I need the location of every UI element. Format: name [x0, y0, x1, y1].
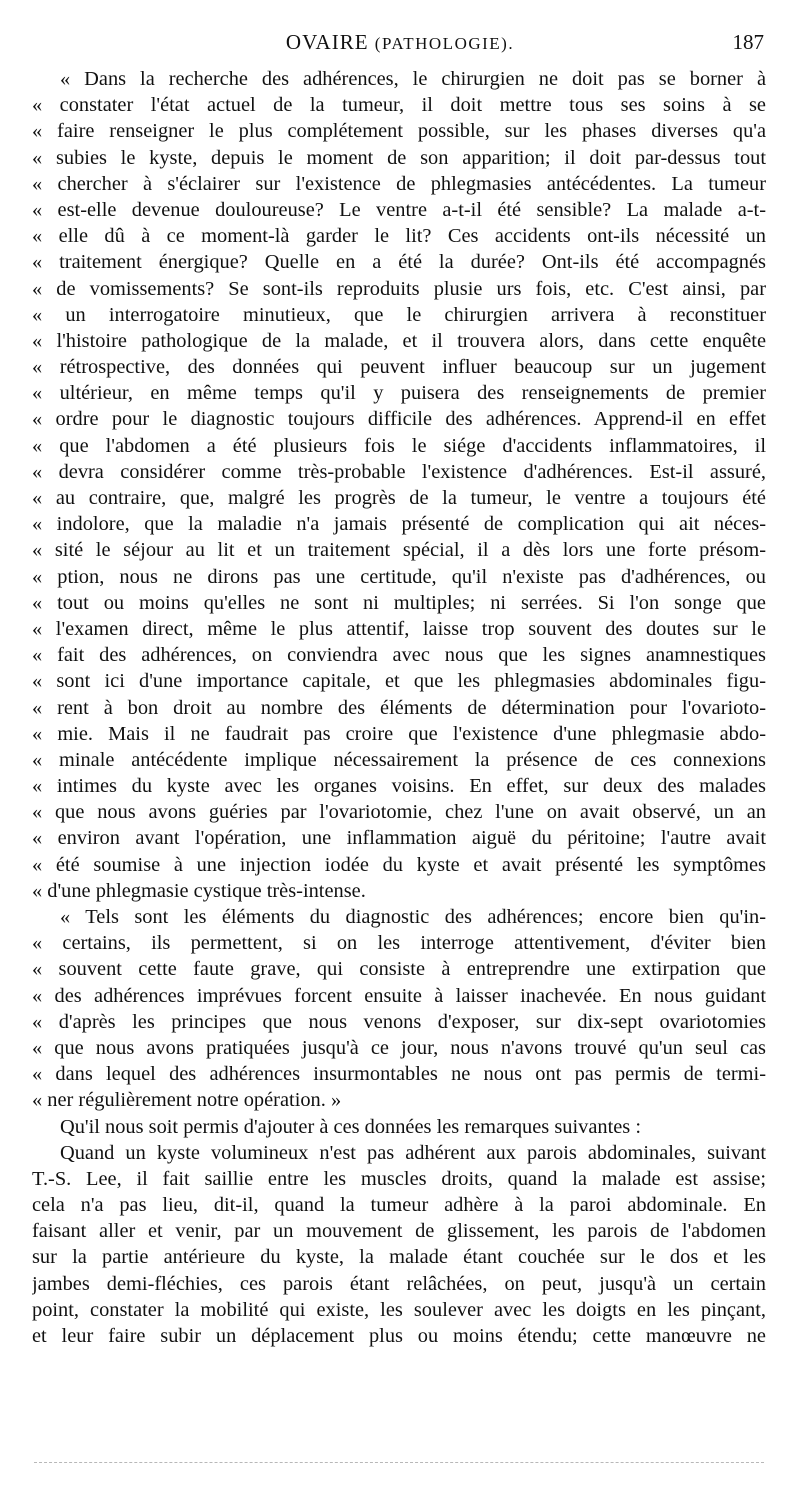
text-line: Qu'il nous soit permis d'ajouter à ces données les remarques suivantes : [60, 1115, 641, 1138]
text-line: « rent à bon droit au nombre des éléments de détermination pour l'ovarioto- [32, 696, 766, 719]
text-line: « un interrogatoire minutieux, que le chirurgien arrivera à reconstituer [32, 303, 766, 326]
header-subtitle: (PATHOLOGIE). [374, 34, 515, 53]
text-line: « que nous avons guéries par l'ovariotomie, chez l'une on avait observé, un an [32, 801, 766, 824]
text-line: T.-S. Lee, il fait saillie entre les muscles droits, quand la malade est assise; [32, 1167, 766, 1190]
text-line: « minale antécédente implique nécessairement la présence de ces connexions [32, 748, 766, 771]
text-line: « dans lequel des adhérences insurmontables ne nous ont pas permis de termi- [32, 1063, 766, 1086]
text-line: « ption, nous ne dirons pas une certitude, qu'il n'existe pas d'adhérences, ou [32, 565, 766, 588]
header-title: OVAIRE [285, 30, 369, 54]
text-line: « que nous avons pratiquées jusqu'à ce jour, nous n'avons trouvé qu'un seul cas [32, 1036, 766, 1059]
text-line: « d'une phlegmasie cystique très-intense. [32, 879, 366, 902]
text-line: Quand un kyste volumineux n'est pas adhérent aux parois abdominales, suivant [60, 1141, 766, 1164]
text-line: « mie. Mais il ne faudrait pas croire que l'existence d'une phlegmasie abdo- [32, 722, 766, 745]
text-line: « ultérieur, en même temps qu'il y puisera des renseignements de premier [32, 382, 766, 405]
text-line: « chercher à s'éclairer sur l'existence de phlegmasies antécédentes. La tumeur [32, 172, 766, 195]
text-line: « des adhérences imprévues forcent ensuite à laisser inachevée. En nous guidant [32, 984, 766, 1007]
running-title [30, 30, 770, 55]
text-line: « l'examen direct, même le plus attentif, laisse trop souvent des doutes sur le [32, 617, 766, 640]
text-line: « que l'abdomen a été plusieurs fois le siége d'accidents inflammatoires, il [32, 434, 766, 457]
text-line: « elle dû à ce moment-là garder le lit? Ces accidents ont-ils nécessité un [32, 225, 766, 248]
text-line: « intimes du kyste avec les organes voisins. En effet, sur deux des malades [32, 775, 766, 798]
text-line: « l'histoire pathologique de la malade, et il trouvera alors, dans cette enquête [32, 329, 766, 352]
text-line: « fait des adhérences, on conviendra avec nous que les signes anamnestiques [32, 644, 766, 667]
text-line: « ner régulièrement notre opération. » [32, 1089, 342, 1112]
text-line: « tout ou moins qu'elles ne sont ni multiples; ni serrées. Si l'on songe que [32, 591, 766, 614]
text-line: « été soumise à une injection iodée du kyste et avait présenté les symptômes [32, 853, 766, 876]
text-line: « sont ici d'une importance capitale, et que les phlegmasies abdominales figu- [32, 670, 766, 693]
text-line: « Dans la recherche des adhérences, le chirurgien ne doit pas se borner à [60, 68, 766, 90]
text-line: « ordre pour le diagnostic toujours difficile des adhérences. Apprend-il en effet [32, 408, 766, 431]
text-line: « indolore, que la maladie n'a jamais présenté de complication qui ait néces- [32, 513, 766, 536]
text-line: « subies le kyste, depuis le moment de son apparition; il doit par-dessus tout [32, 146, 766, 169]
text-line: « certains, ils permettent, si on les interroge attentivement, d'éviter bien [32, 932, 766, 955]
text-line: « faire renseigner le plus complétement possible, sur les phases diverses qu'a [32, 120, 766, 143]
text-line: cela n'a pas lieu, dit-il, quand la tumeur adhère à la paroi abdominale. En [32, 1194, 766, 1217]
text-line: « rétrospective, des données qui peuvent influer beaucoup sur un jugement [32, 356, 766, 379]
text-line: « devra considérer comme très-probable l'existence d'adhérences. Est-il assuré, [32, 460, 766, 483]
footer-rule [34, 1462, 764, 1463]
text-line: « sité le séjour au lit et un traitement spécial, il a dès lors une forte présom- [32, 539, 766, 562]
text-line: « est-elle devenue douloureuse? Le ventre a-t-il été sensible? La malade a-t- [32, 198, 766, 221]
page-number: 187 [732, 30, 764, 54]
text-line: « au contraire, que, malgré les progrès de la tumeur, le ventre a toujours été [32, 487, 766, 509]
text-line: « d'après les principes que nous venons d'exposer, sur dix-sept ovariotomies [32, 1010, 766, 1033]
text-line: « constater l'état actuel de la tumeur, il doit mettre tous ses soins à se [32, 94, 766, 117]
text-line: sur la partie antérieure du kyste, la malade étant couchée sur le dos et les [32, 1246, 766, 1269]
text-line: « environ avant l'opération, une inflammation aiguë du péritoine; l'autre avait [32, 827, 766, 850]
running-header [30, 30, 770, 58]
text-line: « traitement énergique? Quelle en a été la durée? Ont-ils été accompagnés [32, 251, 766, 274]
text-line: point, constater la mobilité qui existe, les soulever avec les doigts en les pinçant, [32, 1298, 766, 1321]
text-line: « Tels sont les éléments du diagnostic des adhérences; encore bien qu'in- [60, 906, 766, 928]
text-line: « de vomissements? Se sont-ils reproduits plusie urs fois, etc. C'est ainsi, par [32, 277, 766, 300]
text-line: jambes demi-fléchies, ces parois étant relâchées, on peut, jusqu'à un certain [32, 1272, 766, 1295]
body-text [32, 66, 766, 1349]
text-line: faisant aller et venir, par un mouvement de glissement, les parois de l'abdomen [32, 1220, 766, 1243]
text-line: « souvent cette faute grave, qui consiste à entreprendre une extirpation que [32, 958, 766, 981]
text-line: et leur faire subir un déplacement plus ou moins étendu; cette manœuvre ne [32, 1325, 766, 1347]
